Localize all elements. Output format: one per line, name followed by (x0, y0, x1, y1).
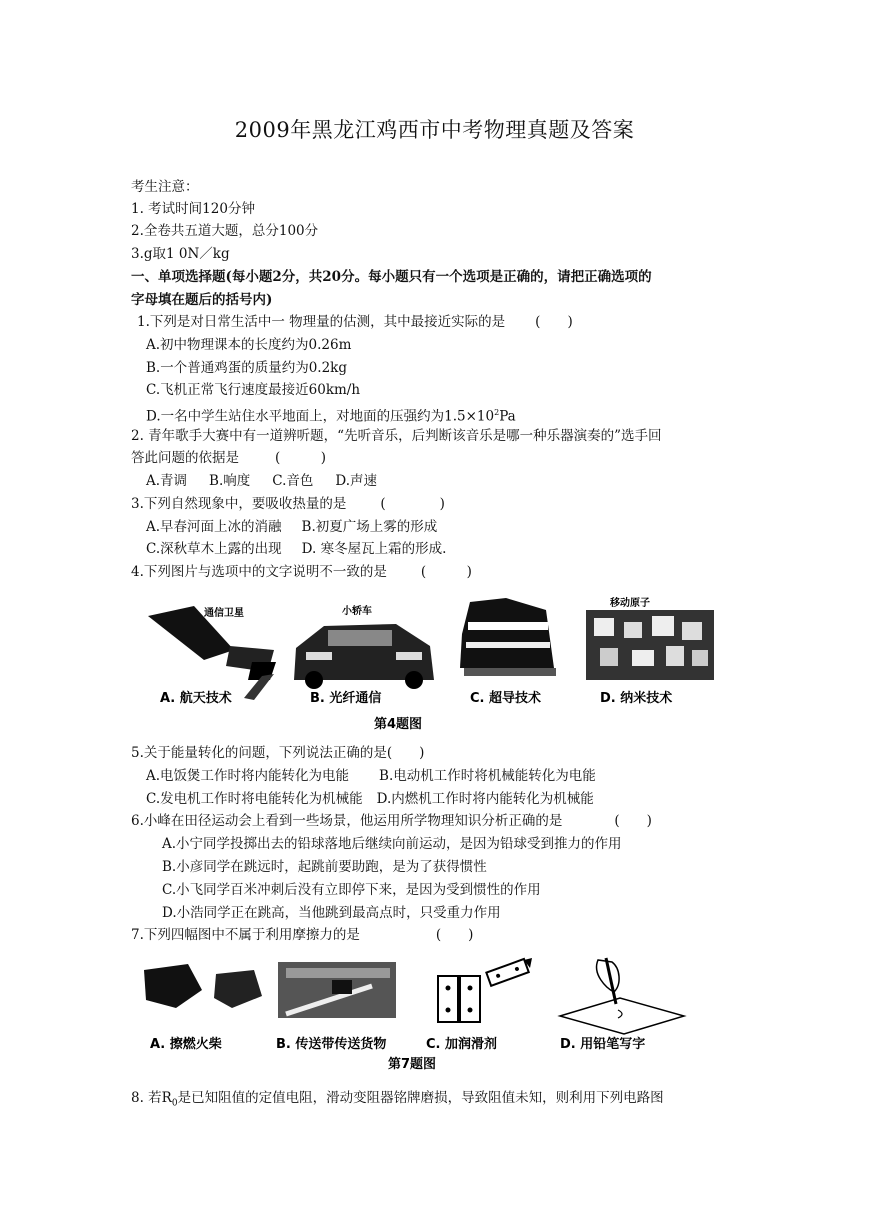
hinge-illustration (426, 958, 532, 1052)
train-illustration (460, 598, 556, 706)
question-6: 6.小峰在田径运动会上看到一些场景，他运用所学物理知识分析正确的是 ( ) (131, 813, 652, 829)
section-heading-cont: 字母填在题后的括号内) (131, 292, 273, 308)
question-1: 1.下列是对日常生活中一 物理量的估测，其中最接近实际的是 ( ) (137, 314, 573, 330)
fig4-caption-a: A. 航天技术 (160, 691, 232, 706)
notice-item: 3.g取1 0N／kg (131, 246, 230, 262)
pencil-illustration (560, 958, 684, 1052)
figure-4 (134, 588, 724, 738)
fig7-caption-a: A. 擦燃火柴 (150, 1037, 222, 1052)
question-2: 2. 青年歌手大赛中有一道辨听题，“先听音乐，后判断该音乐是哪一种乐器演奏的”选手回 (131, 428, 662, 444)
notice-item: 1. 考试时间120分钟 (131, 201, 255, 217)
fig4-tag-b: 小轿车 (342, 606, 372, 617)
page-title: 2009年黑龙江鸡西市中考物理真题及答案 (234, 118, 635, 142)
q6-option-a: A.小宁同学投掷出去的铅球落地后继续向前运动，是因为铅球受到推力的作用 (162, 836, 622, 852)
fig4-title: 第4题图 (374, 717, 423, 732)
fig7-caption-c: C. 加润滑剂 (426, 1037, 498, 1052)
fig7-caption-b: B. 传送带传送货物 (276, 1037, 387, 1052)
notice-item: 2.全卷共五道大题，总分100分 (131, 223, 319, 239)
fig4-caption-c: C. 超导技术 (470, 691, 542, 706)
q1-option-b: B.一个普通鸡蛋的质量约为0.2kg (146, 360, 348, 376)
question-4: 4.下列图片与选项中的文字说明不一致的是 ( ) (131, 564, 472, 580)
q6-option-c: C.小飞同学百米冲刺后没有立即停下来，是因为受到惯性的作用 (162, 882, 541, 898)
match-illustration (144, 964, 262, 1052)
q3-options-row1: A.早春河面上冰的消融 B.初夏广场上雾的形成 (146, 519, 438, 535)
fig4-tag-a: 通信卫星 (204, 608, 244, 619)
q1-option-a: A.初中物理课本的长度约为0.26m (146, 337, 352, 353)
question-2-cont: 答此问题的依据是 ( ) (131, 450, 327, 466)
fig4-caption-d: D. 纳米技术 (600, 691, 673, 706)
q1-option-c: C.飞机正常飞行速度最接近60km/h (146, 382, 361, 398)
figure-7 (136, 954, 696, 1072)
fig4-caption-b: B. 光纤通信 (310, 691, 382, 706)
nano-illustration (586, 596, 714, 706)
question-5: 5.关于能量转化的问题，下列说法正确的是( ) (131, 745, 425, 761)
section-heading: 一、单项选择题(每小题2分，共20分。每小题只有一个选项是正确的，请把正确选项的 (131, 269, 652, 285)
satellite-illustration (148, 606, 276, 706)
q2-options: A.青调 B.响度 C.音色 D.声速 (146, 473, 378, 489)
fig4-tag-d: 移动原子 (610, 598, 650, 609)
q6-option-b: B.小彦同学在跳远时，起跳前要助跑，是为了获得惯性 (162, 859, 487, 875)
q5-options-row1: A.电饭煲工作时将内能转化为电能 B.电动机工作时将机械能转化为电能 (146, 768, 596, 784)
question-7: 7.下列四幅图中不属于利用摩擦力的是 ( ) (131, 927, 474, 943)
car-illustration (294, 604, 434, 706)
notice-heading: 考生注意： (131, 179, 199, 195)
q6-option-d: D.小浩同学正在跳高，当他跳到最高点时，只受重力作用 (162, 905, 501, 921)
question-8: 8. 若$R_0$是已知阻值的定值电阻，滑动变阻器铭牌磨损，导致阻值未知，则利用下列电路图 (131, 1090, 664, 1109)
conveyor-illustration (276, 962, 396, 1052)
q3-options-row2: C.深秋草木上露的出现 D. 寒冬屋瓦上霜的形成. (146, 541, 447, 557)
q5-options-row2: C.发电机工作时将电能转化为机械能 D.内燃机工作时将内能转化为机械能 (146, 791, 594, 807)
fig7-title: 第7题图 (388, 1057, 437, 1072)
fig7-caption-d: D. 用铅笔写字 (560, 1037, 646, 1052)
question-3: 3.下列自然现象中，要吸收热量的是 ( ) (131, 496, 445, 512)
q1-option-d: D.一名中学生站住水平地面上，对地面的压强约为$1.5\times 10^2Pa$ (146, 408, 516, 425)
